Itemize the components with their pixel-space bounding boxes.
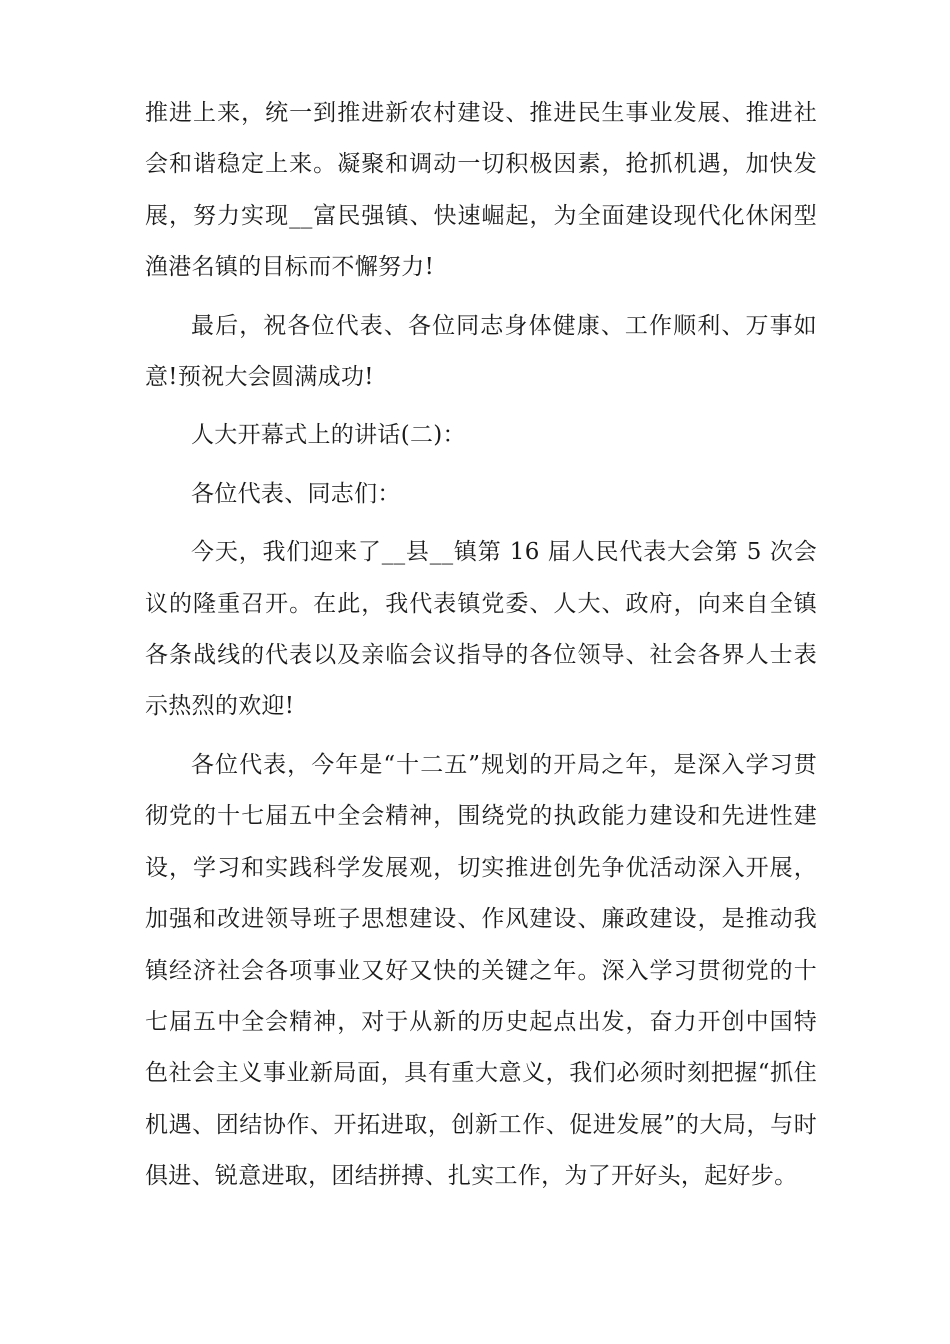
paragraph-2: 最后，祝各位代表、各位同志身体健康、工作顺利、万事如意!预祝大会圆满成功! bbox=[145, 312, 817, 391]
paragraph-1: 推进上来，统一到推进新农村建设、推进民生事业发展、推进社会和谐稳定上来。凝聚和调动一切积极因素，抢抓机遇，加快发展，努力实现__富民强镇、快速崛起，为全面建设现代化休闲型渔港名镇的目标而不懈努力! bbox=[145, 100, 817, 281]
section-heading: 人大开幕式上的讲话(二)： bbox=[191, 422, 466, 449]
paragraph-6: 各位代表，今年是“十二五”规划的开局之年，是深入学习贯彻党的十七届五中全会精神，围绕党的执政能力建设和先进性建设，学习和实践科学发展观，切实推进创先争优活动深入开展，加强和改进领导班子思想建设、作风建设、廉政建设，是推动我镇经济社会各项事业又好又快的关键之年。深入学习贯彻党的十七届五中全会精神，对于从新的历史起点出发，奋力开创中国特色社会主义事业新局面，具有重大意义，我们必须时刻把握“抓住机遇、团结协作、开拓进取，创新工作、促进发展”的大局，与时俱进、锐意进取，团结拼搏、扎实工作，为了开好头，起好步。 bbox=[145, 751, 817, 1190]
document-body bbox=[145, 88, 817, 1210]
salutation: 各位代表、同志们： bbox=[191, 480, 401, 507]
paragraph-5: 今天，我们迎来了__县__镇第 16 届人民代表大会第 5 次会议的隆重召开。在此，我代表镇党委、人大、政府，向来自全镇各条战线的代表以及亲临会议指导的各位领导、社会各界人士表示热烈的欢迎! bbox=[145, 539, 817, 720]
